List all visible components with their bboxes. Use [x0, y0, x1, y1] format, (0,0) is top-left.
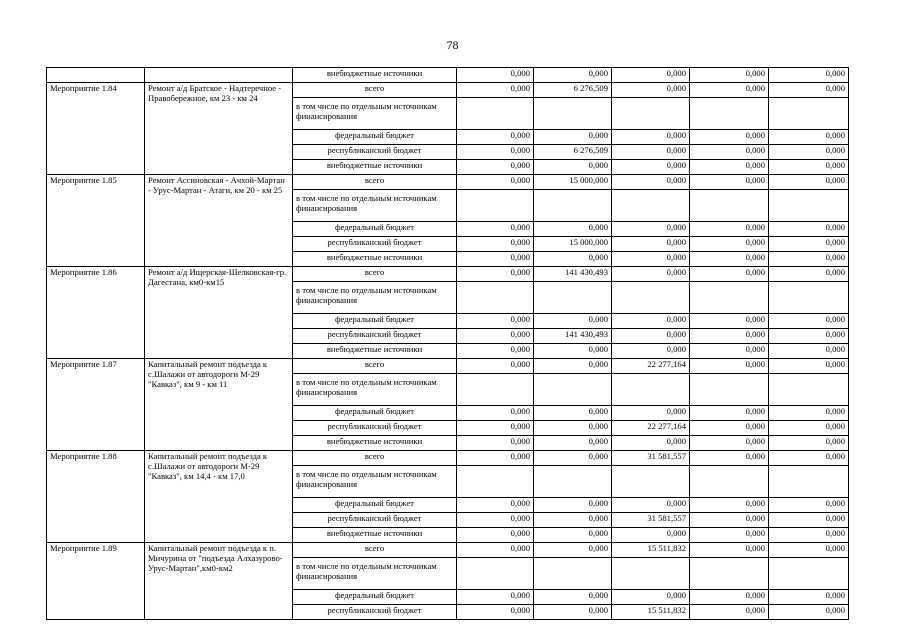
source-label: всего — [293, 267, 457, 282]
source-label: республиканский бюджет — [293, 329, 457, 344]
value-cell — [769, 282, 849, 314]
value-cell: 0,000 — [690, 175, 769, 190]
value-cell: 0,000 — [612, 590, 690, 605]
value-cell: 0,000 — [534, 406, 612, 421]
source-label: внебюджетные источники — [293, 344, 457, 359]
source-label: федеральный бюджет — [293, 222, 457, 237]
measure-number: Мероприятие 1.84 — [47, 83, 145, 175]
measure-number: Мероприятие 1.88 — [47, 451, 145, 543]
value-cell: 0,000 — [690, 267, 769, 282]
measure-number: Мероприятие 1.89 — [47, 543, 145, 620]
value-cell: 0,000 — [534, 436, 612, 451]
value-cell — [534, 558, 612, 590]
value-cell: 0,000 — [769, 175, 849, 190]
value-cell: 0,000 — [690, 145, 769, 160]
value-cell — [457, 282, 534, 314]
value-cell: 0,000 — [612, 83, 690, 98]
measure-description: Капитальный ремонт подъезда к п. Мичурина от "подъезда Алхазурово-Урус-Мартан",км0-км2 — [145, 543, 293, 620]
value-cell: 0,000 — [457, 605, 534, 620]
value-cell: 0,000 — [457, 543, 534, 558]
value-cell — [457, 190, 534, 222]
source-label: всего — [293, 451, 457, 466]
value-cell — [457, 374, 534, 406]
value-cell: 0,000 — [690, 252, 769, 267]
page-number: 78 — [446, 38, 459, 52]
value-cell: 0,000 — [690, 83, 769, 98]
value-cell — [690, 190, 769, 222]
value-cell: 0,000 — [612, 222, 690, 237]
value-cell: 0,000 — [612, 68, 690, 83]
measure-description: Капитальный ремонт подъезда к с.Шалажи от автодороги М-29 "Кавказ", км 14,4 - км 17,0 — [145, 451, 293, 543]
value-cell: 0,000 — [690, 513, 769, 528]
measure-description: Капитальный ремонт подъезда к с.Шалажи от автодороги М-29 "Кавказ", км 9 - км 11 — [145, 359, 293, 451]
value-cell: 0,000 — [534, 344, 612, 359]
value-cell: 0,000 — [457, 451, 534, 466]
value-cell: 0,000 — [457, 513, 534, 528]
value-cell: 0,000 — [457, 145, 534, 160]
source-label: в том числе по отдельным источникам финансирования — [293, 558, 457, 590]
value-cell: 0,000 — [457, 421, 534, 436]
table-row — [47, 175, 849, 190]
source-label: всего — [293, 175, 457, 190]
value-cell: 0,000 — [457, 222, 534, 237]
source-label: всего — [293, 543, 457, 558]
value-cell: 15 511,832 — [612, 543, 690, 558]
value-cell: 0,000 — [534, 130, 612, 145]
value-cell: 0,000 — [534, 543, 612, 558]
source-label: внебюджетные источники — [293, 436, 457, 451]
value-cell: 0,000 — [612, 528, 690, 543]
value-cell: 0,000 — [534, 68, 612, 83]
value-cell: 0,000 — [457, 160, 534, 175]
value-cell: 0,000 — [690, 421, 769, 436]
value-cell: 0,000 — [769, 252, 849, 267]
value-cell: 0,000 — [534, 605, 612, 620]
source-label: внебюджетные источники — [293, 528, 457, 543]
value-cell: 0,000 — [612, 267, 690, 282]
value-cell — [690, 282, 769, 314]
value-cell: 0,000 — [769, 528, 849, 543]
source-label: республиканский бюджет — [293, 605, 457, 620]
source-label: федеральный бюджет — [293, 498, 457, 513]
value-cell — [769, 374, 849, 406]
table-row — [47, 68, 849, 83]
value-cell: 141 430,493 — [534, 267, 612, 282]
source-label: республиканский бюджет — [293, 421, 457, 436]
value-cell: 0,000 — [769, 267, 849, 282]
source-label: в том числе по отдельным источникам финансирования — [293, 98, 457, 130]
value-cell: 0,000 — [457, 590, 534, 605]
value-cell: 0,000 — [690, 344, 769, 359]
value-cell: 0,000 — [690, 237, 769, 252]
value-cell — [612, 466, 690, 498]
value-cell: 0,000 — [769, 543, 849, 558]
table-row — [47, 267, 849, 282]
value-cell: 0,000 — [612, 344, 690, 359]
value-cell — [690, 374, 769, 406]
value-cell — [690, 558, 769, 590]
value-cell: 0,000 — [769, 314, 849, 329]
measure-description: Ремонт а/д Братское - Надтеречное - Правобережное, км 23 - км 24 — [145, 83, 293, 175]
source-label: в том числе по отдельным источникам финансирования — [293, 282, 457, 314]
source-label: республиканский бюджет — [293, 145, 457, 160]
source-label: в том числе по отдельным источникам финансирования — [293, 466, 457, 498]
value-cell: 0,000 — [612, 252, 690, 267]
source-label: федеральный бюджет — [293, 314, 457, 329]
value-cell — [534, 466, 612, 498]
value-cell — [457, 466, 534, 498]
value-cell: 0,000 — [612, 314, 690, 329]
value-cell: 0,000 — [457, 237, 534, 252]
source-label: в том числе по отдельным источникам финансирования — [293, 190, 457, 222]
value-cell: 0,000 — [612, 436, 690, 451]
table-row — [47, 543, 849, 558]
value-cell: 0,000 — [612, 329, 690, 344]
value-cell: 0,000 — [534, 314, 612, 329]
value-cell: 0,000 — [769, 237, 849, 252]
source-label: республиканский бюджет — [293, 237, 457, 252]
value-cell: 0,000 — [534, 590, 612, 605]
measure-number: Мероприятие 1.86 — [47, 267, 145, 359]
value-cell: 0,000 — [534, 421, 612, 436]
value-cell: 15 000,000 — [534, 175, 612, 190]
value-cell: 0,000 — [769, 498, 849, 513]
value-cell: 0,000 — [457, 498, 534, 513]
value-cell — [457, 98, 534, 130]
value-cell: 0,000 — [769, 406, 849, 421]
value-cell: 0,000 — [690, 329, 769, 344]
value-cell: 0,000 — [612, 406, 690, 421]
value-cell: 0,000 — [457, 359, 534, 374]
value-cell: 0,000 — [690, 605, 769, 620]
empty-cell — [47, 68, 145, 83]
value-cell: 0,000 — [534, 528, 612, 543]
value-cell: 0,000 — [457, 314, 534, 329]
value-cell — [612, 282, 690, 314]
value-cell: 0,000 — [690, 160, 769, 175]
source-label: всего — [293, 359, 457, 374]
source-label: внебюджетные источники — [293, 68, 457, 83]
value-cell: 0,000 — [690, 359, 769, 374]
value-cell: 0,000 — [769, 83, 849, 98]
value-cell: 0,000 — [457, 344, 534, 359]
value-cell: 0,000 — [457, 436, 534, 451]
value-cell — [690, 466, 769, 498]
value-cell: 0,000 — [769, 590, 849, 605]
value-cell: 0,000 — [769, 329, 849, 344]
value-cell: 0,000 — [612, 237, 690, 252]
value-cell: 0,000 — [690, 406, 769, 421]
table-row — [47, 451, 849, 466]
value-cell: 0,000 — [769, 436, 849, 451]
value-cell — [534, 282, 612, 314]
value-cell: 31 581,557 — [612, 513, 690, 528]
value-cell: 0,000 — [769, 513, 849, 528]
value-cell — [612, 190, 690, 222]
value-cell: 0,000 — [690, 590, 769, 605]
value-cell: 0,000 — [690, 543, 769, 558]
value-cell: 0,000 — [690, 436, 769, 451]
value-cell: 0,000 — [457, 83, 534, 98]
value-cell — [457, 558, 534, 590]
value-cell: 0,000 — [769, 68, 849, 83]
value-cell: 0,000 — [690, 314, 769, 329]
value-cell: 0,000 — [690, 68, 769, 83]
measure-number: Мероприятие 1.87 — [47, 359, 145, 451]
value-cell: 141 430,493 — [534, 329, 612, 344]
value-cell: 0,000 — [690, 130, 769, 145]
value-cell: 0,000 — [534, 498, 612, 513]
value-cell: 31 581,557 — [612, 451, 690, 466]
value-cell: 0,000 — [457, 267, 534, 282]
value-cell: 0,000 — [690, 222, 769, 237]
value-cell: 0,000 — [612, 130, 690, 145]
measure-number: Мероприятие 1.85 — [47, 175, 145, 267]
value-cell: 0,000 — [457, 329, 534, 344]
measure-description: Ремонт а/д Ищерская-Шелковская-гр. Дагестана, км0-км15 — [145, 267, 293, 359]
value-cell: 15 511,832 — [612, 605, 690, 620]
value-cell: 0,000 — [457, 175, 534, 190]
value-cell: 0,000 — [534, 451, 612, 466]
value-cell — [534, 98, 612, 130]
value-cell: 22 277,164 — [612, 359, 690, 374]
table-row — [47, 83, 849, 98]
value-cell: 0,000 — [457, 406, 534, 421]
value-cell: 6 276,509 — [534, 83, 612, 98]
value-cell: 0,000 — [612, 145, 690, 160]
value-cell: 0,000 — [457, 130, 534, 145]
value-cell: 0,000 — [690, 498, 769, 513]
source-label: республиканский бюджет — [293, 513, 457, 528]
value-cell: 0,000 — [612, 160, 690, 175]
empty-cell — [145, 68, 293, 83]
value-cell: 0,000 — [769, 359, 849, 374]
measure-description: Ремонт Ассиновская - Ачхой-Мартан - Урус-Мартан - Атаги, км 20 - км 25 — [145, 175, 293, 267]
value-cell: 0,000 — [534, 359, 612, 374]
value-cell: 0,000 — [534, 222, 612, 237]
value-cell: 0,000 — [457, 252, 534, 267]
value-cell — [769, 558, 849, 590]
value-cell: 0,000 — [769, 605, 849, 620]
source-label: всего — [293, 83, 457, 98]
value-cell — [769, 98, 849, 130]
value-cell: 0,000 — [612, 498, 690, 513]
value-cell: 0,000 — [769, 130, 849, 145]
value-cell: 0,000 — [769, 344, 849, 359]
value-cell: 0,000 — [457, 528, 534, 543]
value-cell: 0,000 — [612, 175, 690, 190]
value-cell: 0,000 — [534, 160, 612, 175]
source-label: в том числе по отдельным источникам финансирования — [293, 374, 457, 406]
value-cell: 0,000 — [534, 252, 612, 267]
value-cell — [612, 558, 690, 590]
source-label: федеральный бюджет — [293, 590, 457, 605]
value-cell — [769, 190, 849, 222]
value-cell: 22 277,164 — [612, 421, 690, 436]
source-label: внебюджетные источники — [293, 160, 457, 175]
value-cell: 0,000 — [769, 145, 849, 160]
value-cell: 0,000 — [690, 528, 769, 543]
value-cell: 0,000 — [690, 451, 769, 466]
value-cell: 0,000 — [457, 68, 534, 83]
budget-table — [46, 67, 849, 620]
value-cell: 0,000 — [769, 451, 849, 466]
value-cell — [612, 98, 690, 130]
value-cell: 15 000,000 — [534, 237, 612, 252]
value-cell: 6 276,509 — [534, 145, 612, 160]
source-label: внебюджетные источники — [293, 252, 457, 267]
value-cell — [534, 190, 612, 222]
table-row — [47, 359, 849, 374]
value-cell — [612, 374, 690, 406]
value-cell — [690, 98, 769, 130]
value-cell — [769, 466, 849, 498]
value-cell: 0,000 — [769, 222, 849, 237]
source-label: федеральный бюджет — [293, 406, 457, 421]
source-label: федеральный бюджет — [293, 130, 457, 145]
value-cell: 0,000 — [534, 513, 612, 528]
table-body — [47, 68, 849, 620]
value-cell — [534, 374, 612, 406]
value-cell: 0,000 — [769, 421, 849, 436]
value-cell: 0,000 — [769, 160, 849, 175]
